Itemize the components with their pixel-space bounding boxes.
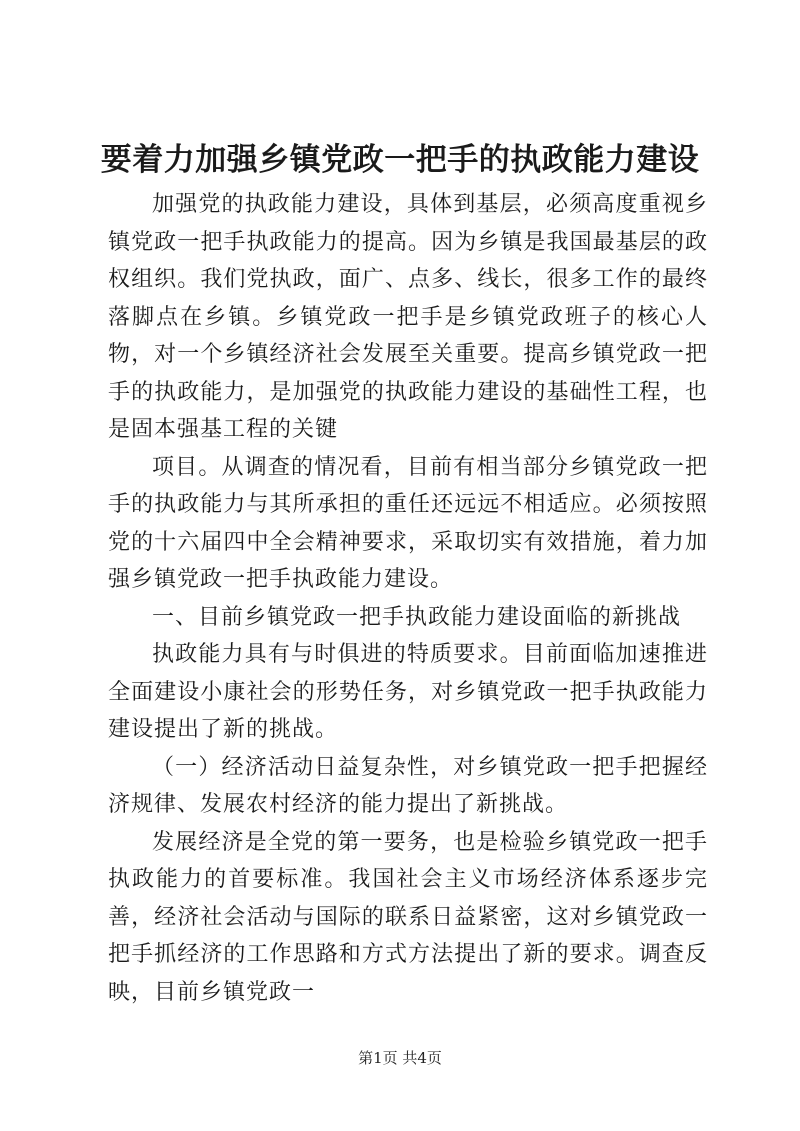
paragraph: 执政能力具有与时俱进的特质要求。目前面临加速推进全面建设小康社会的形势任务，对乡镇党政一把手执政能力建设提出了新的挑战。 (108, 642, 708, 742)
section-heading: 一、目前乡镇党政一把手执政能力建设面临的新挑战 (152, 604, 682, 630)
page-footer: 第1页 共4页 (358, 1049, 442, 1067)
document-title: 要着力加强乡镇党政一把手的执政能力建设 (100, 142, 700, 178)
paragraph: 加强党的执政能力建设，具体到基层，必须高度重视乡镇党政一把手执政能力的提高。因为乡镇是我国最基层的政权组织。我们党执政，面广、点多、线长，很多工作的最终落脚点在乡镇。乡镇党政一把手是乡镇党政班子的核心人物，对一个乡镇经济社会发展至关重要。提高乡镇党政一把手的执政能力，是加强党的执政能力建设的基础性工程，也是固本强基工程的关键 (108, 192, 708, 442)
document-body (108, 186, 708, 1011)
paragraph: 发展经济是全党的第一要务，也是检验乡镇党政一把手执政能力的首要标准。我国社会主义市场经济体系逐步完善，经济社会活动与国际的联系日益紧密，这对乡镇党政一把手抓经济的工作思路和方式方法提出了新的要求。调查反映，目前乡镇党政一 (108, 829, 708, 1005)
subsection-heading: （一）经济活动日益复杂性，对乡镇党政一把手把握经济规律、发展农村经济的能力提出了新挑战。 (108, 754, 708, 817)
paragraph: 项目。从调查的情况看，目前有相当部分乡镇党政一把手的执政能力与其所承担的重任还远远不相适应。必须按照党的十六届四中全会精神要求，采取切实有效措施，着力加强乡镇党政一把手执政能力建设。 (108, 454, 708, 592)
